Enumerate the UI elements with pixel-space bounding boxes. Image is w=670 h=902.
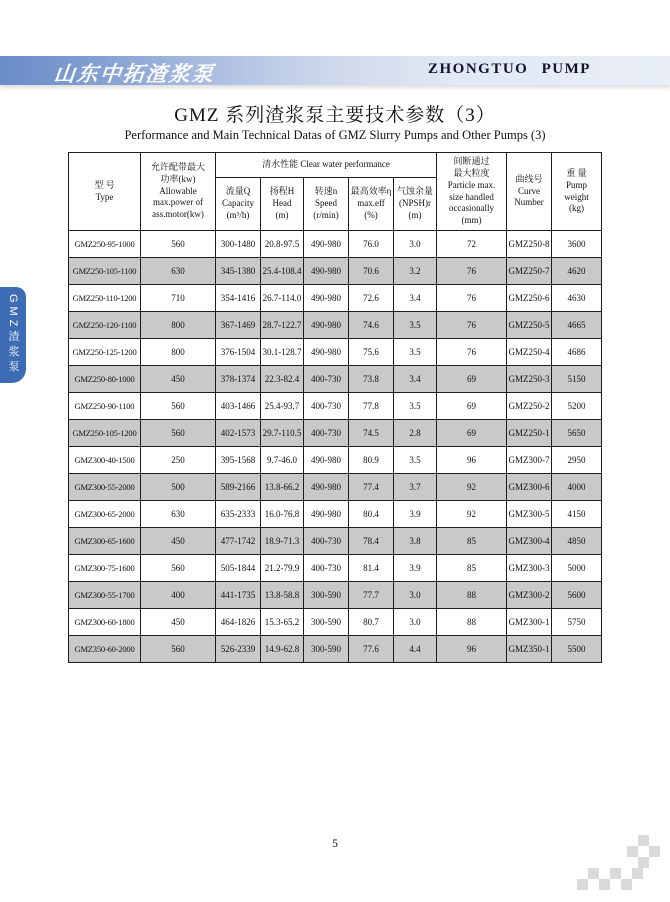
cell-particle: 69 [437, 393, 507, 420]
decoration-square [621, 879, 632, 890]
cell-head: 20.8-97.5 [261, 231, 304, 258]
cell-head: 30.1-128.7 [261, 339, 304, 366]
decoration-square [588, 868, 599, 879]
cell-head: 21.2-79.9 [261, 555, 304, 582]
cell-curve: GMZ300-7 [507, 447, 552, 474]
cell-capacity: 526-2339 [216, 636, 261, 663]
table-row [69, 285, 602, 312]
cell-type: GMZ300-55-2000 [69, 474, 141, 501]
table-row [69, 231, 602, 258]
cell-max_eff: 77.8 [349, 393, 394, 420]
cell-curve: GMZ300-2 [507, 582, 552, 609]
column-header-max_eff: 最高效率η max.eff (%) [349, 178, 394, 231]
cell-head: 14.9-62.8 [261, 636, 304, 663]
table-row [69, 501, 602, 528]
column-header-curve: 曲线号 Curve Number [507, 153, 552, 231]
table-row [69, 609, 602, 636]
spec-table-head [69, 153, 602, 231]
cell-npsh: 4.4 [394, 636, 437, 663]
cell-head: 13.8-58.8 [261, 582, 304, 609]
cell-particle: 88 [437, 582, 507, 609]
cell-weight: 5200 [552, 393, 602, 420]
column-header-head: 扬程H Head (m) [261, 178, 304, 231]
cell-particle: 85 [437, 555, 507, 582]
cell-curve: GMZ300-3 [507, 555, 552, 582]
decoration-square [627, 846, 638, 857]
cell-power: 500 [141, 474, 216, 501]
cell-npsh: 3.5 [394, 393, 437, 420]
cell-type: GMZ250-110-1200 [69, 285, 141, 312]
cell-max_eff: 78.4 [349, 528, 394, 555]
table-row [69, 447, 602, 474]
table-row [69, 393, 602, 420]
page-subtitle: Performance and Main Technical Datas of GMZ Slurry Pumps and Other Pumps (3) [124, 128, 546, 142]
cell-particle: 72 [437, 231, 507, 258]
column-header-type: 型 号 Type [69, 153, 141, 231]
cell-weight: 2950 [552, 447, 602, 474]
cell-particle: 69 [437, 366, 507, 393]
decoration-square [599, 879, 610, 890]
section-tab-label: GMZ渣浆泵 [7, 294, 19, 376]
page-title: GMZ 系列渣浆泵主要技术参数（3） [174, 105, 496, 126]
cell-power: 450 [141, 366, 216, 393]
cell-curve: GMZ250-7 [507, 258, 552, 285]
cell-curve: GMZ250-4 [507, 339, 552, 366]
cell-weight: 4000 [552, 474, 602, 501]
page-number: 5 [332, 838, 338, 850]
cell-npsh: 3.5 [394, 339, 437, 366]
cell-head: 13.8-66.2 [261, 474, 304, 501]
cell-capacity: 345-1380 [216, 258, 261, 285]
cell-npsh: 3.9 [394, 555, 437, 582]
cell-speed: 400-730 [304, 420, 349, 447]
cell-type: GMZ250-90-1100 [69, 393, 141, 420]
cell-capacity: 300-1480 [216, 231, 261, 258]
cell-weight: 3600 [552, 231, 602, 258]
cell-curve: GMZ300-5 [507, 501, 552, 528]
cell-type: GMZ300-65-2000 [69, 501, 141, 528]
cell-power: 450 [141, 528, 216, 555]
cell-type: GMZ300-40-1500 [69, 447, 141, 474]
cell-npsh: 3.0 [394, 231, 437, 258]
decoration-square [649, 846, 660, 857]
cell-npsh: 3.4 [394, 285, 437, 312]
decoration-square [638, 835, 649, 846]
cell-max_eff: 76.0 [349, 231, 394, 258]
cell-power: 560 [141, 231, 216, 258]
cell-particle: 76 [437, 258, 507, 285]
table-row [69, 258, 602, 285]
cell-head: 25.4-108.4 [261, 258, 304, 285]
cell-capacity: 378-1374 [216, 366, 261, 393]
cell-npsh: 3.7 [394, 474, 437, 501]
cell-npsh: 3.8 [394, 528, 437, 555]
cell-speed: 300-590 [304, 582, 349, 609]
section-tab [0, 287, 26, 383]
cell-capacity: 441-1735 [216, 582, 261, 609]
cell-weight: 5650 [552, 420, 602, 447]
cell-head: 25.4-93.7 [261, 393, 304, 420]
cell-speed: 490-980 [304, 339, 349, 366]
decoration-square [610, 868, 621, 879]
cell-npsh: 3.0 [394, 609, 437, 636]
cell-power: 250 [141, 447, 216, 474]
cell-max_eff: 81.4 [349, 555, 394, 582]
column-group-clear-water: 清水性能 Clear water performance [216, 153, 437, 178]
table-row [69, 420, 602, 447]
cell-speed: 490-980 [304, 447, 349, 474]
cell-speed: 300-590 [304, 609, 349, 636]
cell-curve: GMZ250-2 [507, 393, 552, 420]
cell-speed: 400-730 [304, 528, 349, 555]
cell-weight: 5150 [552, 366, 602, 393]
cell-curve: GMZ350-1 [507, 636, 552, 663]
cell-power: 560 [141, 555, 216, 582]
cell-weight: 4686 [552, 339, 602, 366]
cell-type: GMZ250-105-1200 [69, 420, 141, 447]
cell-max_eff: 74.5 [349, 420, 394, 447]
cell-speed: 300-590 [304, 636, 349, 663]
cell-speed: 490-980 [304, 231, 349, 258]
cell-weight: 5500 [552, 636, 602, 663]
cell-speed: 490-980 [304, 285, 349, 312]
cell-capacity: 505-1844 [216, 555, 261, 582]
cell-head: 15.3-65.2 [261, 609, 304, 636]
cell-power: 400 [141, 582, 216, 609]
cell-type: GMZ350-60-2000 [69, 636, 141, 663]
cell-type: GMZ250-95-1000 [69, 231, 141, 258]
cell-curve: GMZ250-5 [507, 312, 552, 339]
cell-curve: GMZ250-1 [507, 420, 552, 447]
spec-table-body [69, 231, 602, 663]
cell-speed: 400-730 [304, 393, 349, 420]
cell-capacity: 477-1742 [216, 528, 261, 555]
cell-npsh: 3.2 [394, 258, 437, 285]
cell-type: GMZ250-80-1000 [69, 366, 141, 393]
column-header-capacity: 流量Q Capacity (m³/h) [216, 178, 261, 231]
column-header-power: 允许配带最大 功率(kw) Allowable max.power of ass.motor(kw) [141, 153, 216, 231]
cell-capacity: 367-1469 [216, 312, 261, 339]
cell-power: 800 [141, 339, 216, 366]
cell-curve: GMZ300-4 [507, 528, 552, 555]
cell-weight: 4620 [552, 258, 602, 285]
cell-npsh: 3.9 [394, 501, 437, 528]
cell-particle: 85 [437, 528, 507, 555]
spec-table [68, 152, 602, 663]
cell-capacity: 376-1504 [216, 339, 261, 366]
cell-curve: GMZ300-1 [507, 609, 552, 636]
cell-weight: 4665 [552, 312, 602, 339]
cell-particle: 88 [437, 609, 507, 636]
cell-speed: 490-980 [304, 501, 349, 528]
cell-power: 710 [141, 285, 216, 312]
cell-power: 450 [141, 609, 216, 636]
cell-head: 29.7-110.5 [261, 420, 304, 447]
cell-max_eff: 77.6 [349, 636, 394, 663]
cell-capacity: 395-1568 [216, 447, 261, 474]
header-band [0, 56, 670, 85]
cell-power: 560 [141, 636, 216, 663]
decoration-square [577, 879, 588, 890]
cell-type: GMZ300-55-1700 [69, 582, 141, 609]
cell-speed: 490-980 [304, 312, 349, 339]
cell-particle: 76 [437, 285, 507, 312]
column-header-particle: 间断通过 最大粒度 Particle max. size handled occasionally (mm) [437, 153, 507, 231]
cell-curve: GMZ300-6 [507, 474, 552, 501]
cell-speed: 490-980 [304, 474, 349, 501]
cell-capacity: 403-1466 [216, 393, 261, 420]
cell-npsh: 3.4 [394, 366, 437, 393]
cell-capacity: 635-2333 [216, 501, 261, 528]
cell-weight: 5600 [552, 582, 602, 609]
cell-power: 630 [141, 258, 216, 285]
cell-npsh: 3.0 [394, 582, 437, 609]
cell-head: 16.0-76.8 [261, 501, 304, 528]
cell-type: GMZ300-75-1600 [69, 555, 141, 582]
cell-weight: 5000 [552, 555, 602, 582]
cell-speed: 490-980 [304, 258, 349, 285]
table-row [69, 555, 602, 582]
cell-max_eff: 80.9 [349, 447, 394, 474]
cell-power: 630 [141, 501, 216, 528]
cell-particle: 76 [437, 339, 507, 366]
cell-particle: 69 [437, 420, 507, 447]
cell-head: 9.7-46.0 [261, 447, 304, 474]
cell-max_eff: 72.6 [349, 285, 394, 312]
cell-max_eff: 80.4 [349, 501, 394, 528]
cell-type: GMZ300-60-1800 [69, 609, 141, 636]
cell-particle: 76 [437, 312, 507, 339]
cell-particle: 96 [437, 447, 507, 474]
cell-particle: 92 [437, 501, 507, 528]
column-header-weight: 重 量 Pump weight (kg) [552, 153, 602, 231]
cell-max_eff: 75.6 [349, 339, 394, 366]
cell-type: GMZ250-120-1100 [69, 312, 141, 339]
cell-curve: GMZ250-8 [507, 231, 552, 258]
cell-capacity: 402-1573 [216, 420, 261, 447]
table-row [69, 474, 602, 501]
cell-max_eff: 77.7 [349, 582, 394, 609]
cell-npsh: 3.5 [394, 312, 437, 339]
company-name-en: ZHONGTUO PUMP [428, 61, 591, 77]
cell-capacity: 589-2166 [216, 474, 261, 501]
table-row [69, 636, 602, 663]
cell-head: 26.7-114.0 [261, 285, 304, 312]
cell-head: 28.7-122.7 [261, 312, 304, 339]
cell-capacity: 464-1826 [216, 609, 261, 636]
cell-max_eff: 74.6 [349, 312, 394, 339]
cell-weight: 4150 [552, 501, 602, 528]
decoration-square [638, 857, 649, 868]
cell-type: GMZ250-125-1200 [69, 339, 141, 366]
table-row [69, 339, 602, 366]
cell-max_eff: 77.4 [349, 474, 394, 501]
cell-power: 560 [141, 420, 216, 447]
table-row [69, 582, 602, 609]
cell-max_eff: 80.7 [349, 609, 394, 636]
cell-type: GMZ300-65-1600 [69, 528, 141, 555]
cell-capacity: 354-1416 [216, 285, 261, 312]
cell-curve: GMZ250-3 [507, 366, 552, 393]
cell-weight: 5750 [552, 609, 602, 636]
cell-speed: 400-730 [304, 366, 349, 393]
table-row [69, 528, 602, 555]
cell-npsh: 2.8 [394, 420, 437, 447]
cell-head: 22.3-82.4 [261, 366, 304, 393]
cell-power: 560 [141, 393, 216, 420]
cell-particle: 96 [437, 636, 507, 663]
cell-particle: 92 [437, 474, 507, 501]
table-row [69, 366, 602, 393]
cell-power: 800 [141, 312, 216, 339]
cell-head: 18.9-71.3 [261, 528, 304, 555]
cell-weight: 4630 [552, 285, 602, 312]
decoration-square [632, 868, 643, 879]
cell-max_eff: 73.8 [349, 366, 394, 393]
cell-type: GMZ250-105-1100 [69, 258, 141, 285]
cell-max_eff: 70.6 [349, 258, 394, 285]
cell-npsh: 3.5 [394, 447, 437, 474]
cell-curve: GMZ250-6 [507, 285, 552, 312]
cell-weight: 4850 [552, 528, 602, 555]
company-logo-cn: 山东中拓渣浆泵 [52, 62, 217, 86]
column-header-speed: 转速n Speed (r/min) [304, 178, 349, 231]
table-row [69, 312, 602, 339]
column-header-npsh: 气蚀余量 (NPSH)r (m) [394, 178, 437, 231]
cell-speed: 400-730 [304, 555, 349, 582]
